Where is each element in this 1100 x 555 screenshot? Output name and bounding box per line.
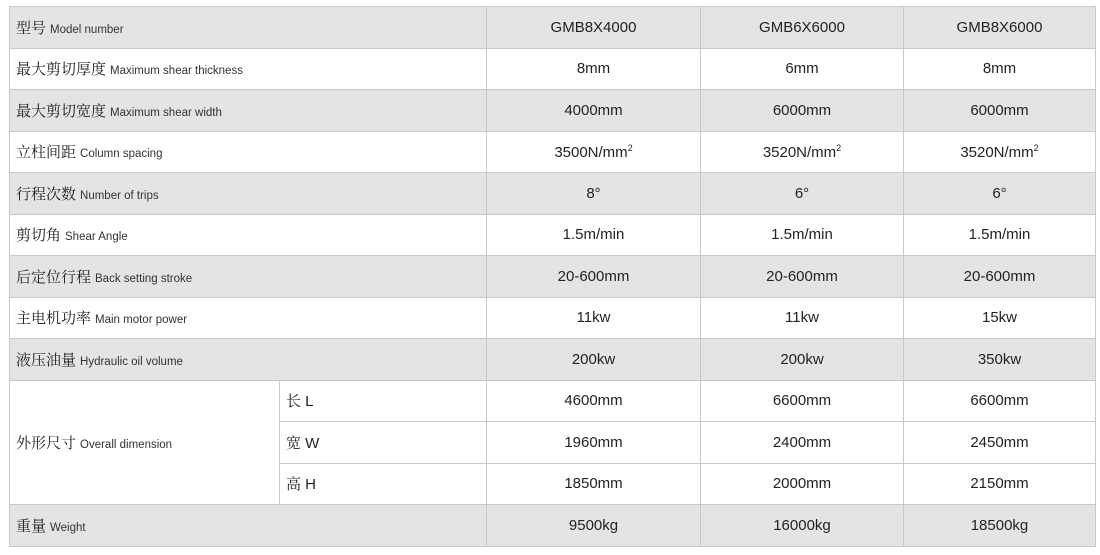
row-label: [10, 90, 487, 132]
row-overall-dimension-length: [10, 380, 1096, 422]
table-cell: 8mm: [904, 48, 1096, 90]
label-zh: 最大剪切宽度: [16, 101, 107, 120]
table-cell: 1.5m/min: [904, 214, 1096, 256]
row-label: [10, 380, 280, 505]
label-en: Maximum shear width: [110, 106, 222, 119]
table-cell: 2400mm: [701, 422, 904, 464]
cell-value: 3500N/mm: [554, 143, 628, 161]
table-cell: 6000mm: [904, 90, 1096, 132]
label-zh: 型号: [16, 18, 47, 37]
table-cell: 18500kg: [904, 505, 1096, 547]
spec-table: [9, 6, 1096, 547]
table-cell: 2150mm: [904, 463, 1096, 505]
row-label: [10, 505, 487, 547]
label-en: Shear Angle: [65, 231, 128, 244]
table-cell: 6000mm: [701, 90, 904, 132]
table-cell: 20-600mm: [487, 256, 701, 298]
table-cell: 11kw: [487, 297, 701, 339]
table-cell: 16000kg: [701, 505, 904, 547]
table-cell: 8°: [487, 173, 701, 215]
superscript: 2: [836, 142, 842, 153]
label-en: Maximum shear thickness: [110, 65, 243, 78]
table-cell: 1850mm: [487, 463, 701, 505]
label-en: Column spacing: [80, 148, 163, 161]
row-shear-angle: [10, 214, 1096, 256]
table-cell: 20-600mm: [904, 256, 1096, 298]
label-zh: 立柱间距: [16, 143, 77, 162]
label-zh: 主电机功率: [16, 309, 92, 328]
table-cell: 20-600mm: [701, 256, 904, 298]
table-cell: 9500kg: [487, 505, 701, 547]
table-cell: 2000mm: [701, 463, 904, 505]
table-cell: [904, 131, 1096, 173]
row-back-setting-stroke: [10, 256, 1096, 298]
row-hydraulic-oil-volume: [10, 339, 1096, 381]
table-cell: 200kw: [487, 339, 701, 381]
table-cell: 1.5m/min: [487, 214, 701, 256]
row-label: [10, 173, 487, 215]
row-model-number: [10, 7, 1096, 49]
table-cell: 6°: [904, 173, 1096, 215]
row-weight: [10, 505, 1096, 547]
table-cell: 1.5m/min: [701, 214, 904, 256]
label-zh: 重量: [16, 516, 47, 535]
label-zh: 后定位行程: [16, 267, 92, 286]
row-max-shear-thickness: [10, 48, 1096, 90]
table-cell: 4000mm: [487, 90, 701, 132]
superscript: 2: [1033, 142, 1039, 153]
label-en: Weight: [50, 521, 86, 534]
cell-value: 3520N/mm: [960, 143, 1034, 161]
table-cell: 6mm: [701, 48, 904, 90]
label-en: Model number: [50, 23, 124, 36]
sub-label-width: 宽 W: [280, 422, 487, 464]
row-label: [10, 131, 487, 173]
label-en: Back setting stroke: [95, 272, 193, 285]
row-label: [10, 214, 487, 256]
row-label: [10, 297, 487, 339]
row-label: [10, 48, 487, 90]
sub-label-length: 长 L: [280, 380, 487, 422]
table-cell: 15kw: [904, 297, 1096, 339]
model-header: GMB6X6000: [701, 7, 904, 49]
model-header: GMB8X4000: [487, 7, 701, 49]
row-column-spacing: [10, 131, 1096, 173]
table-cell: 2450mm: [904, 422, 1096, 464]
table-cell: [701, 131, 904, 173]
row-main-motor-power: [10, 297, 1096, 339]
label-en: Number of trips: [80, 189, 159, 202]
label-zh: 最大剪切厚度: [16, 60, 107, 79]
row-label: [10, 339, 487, 381]
table-cell: 200kw: [701, 339, 904, 381]
label-zh: 外形尺寸: [16, 433, 77, 452]
label-zh: 液压油量: [16, 350, 77, 369]
model-header: GMB8X6000: [904, 7, 1096, 49]
table-cell: 6600mm: [904, 380, 1096, 422]
table-cell: 11kw: [701, 297, 904, 339]
table-cell: 6°: [701, 173, 904, 215]
label-zh: 剪切角: [16, 226, 62, 245]
sub-label-height: 高 H: [280, 463, 487, 505]
row-max-shear-width: [10, 90, 1096, 132]
superscript: 2: [627, 142, 633, 153]
label-en: Overall dimension: [80, 438, 173, 451]
label-en: Hydraulic oil volume: [80, 355, 183, 368]
label-zh: 行程次数: [16, 184, 77, 203]
row-number-of-trips: [10, 173, 1096, 215]
cell-value: 3520N/mm: [762, 143, 837, 161]
row-label: [10, 7, 487, 49]
table-cell: 350kw: [904, 339, 1096, 381]
table-cell: 8mm: [487, 48, 701, 90]
table-cell: 6600mm: [701, 380, 904, 422]
table-cell: 4600mm: [487, 380, 701, 422]
table-cell: 1960mm: [487, 422, 701, 464]
label-en: Main motor power: [95, 314, 188, 327]
row-label: [10, 256, 487, 298]
table-cell: [487, 131, 701, 173]
